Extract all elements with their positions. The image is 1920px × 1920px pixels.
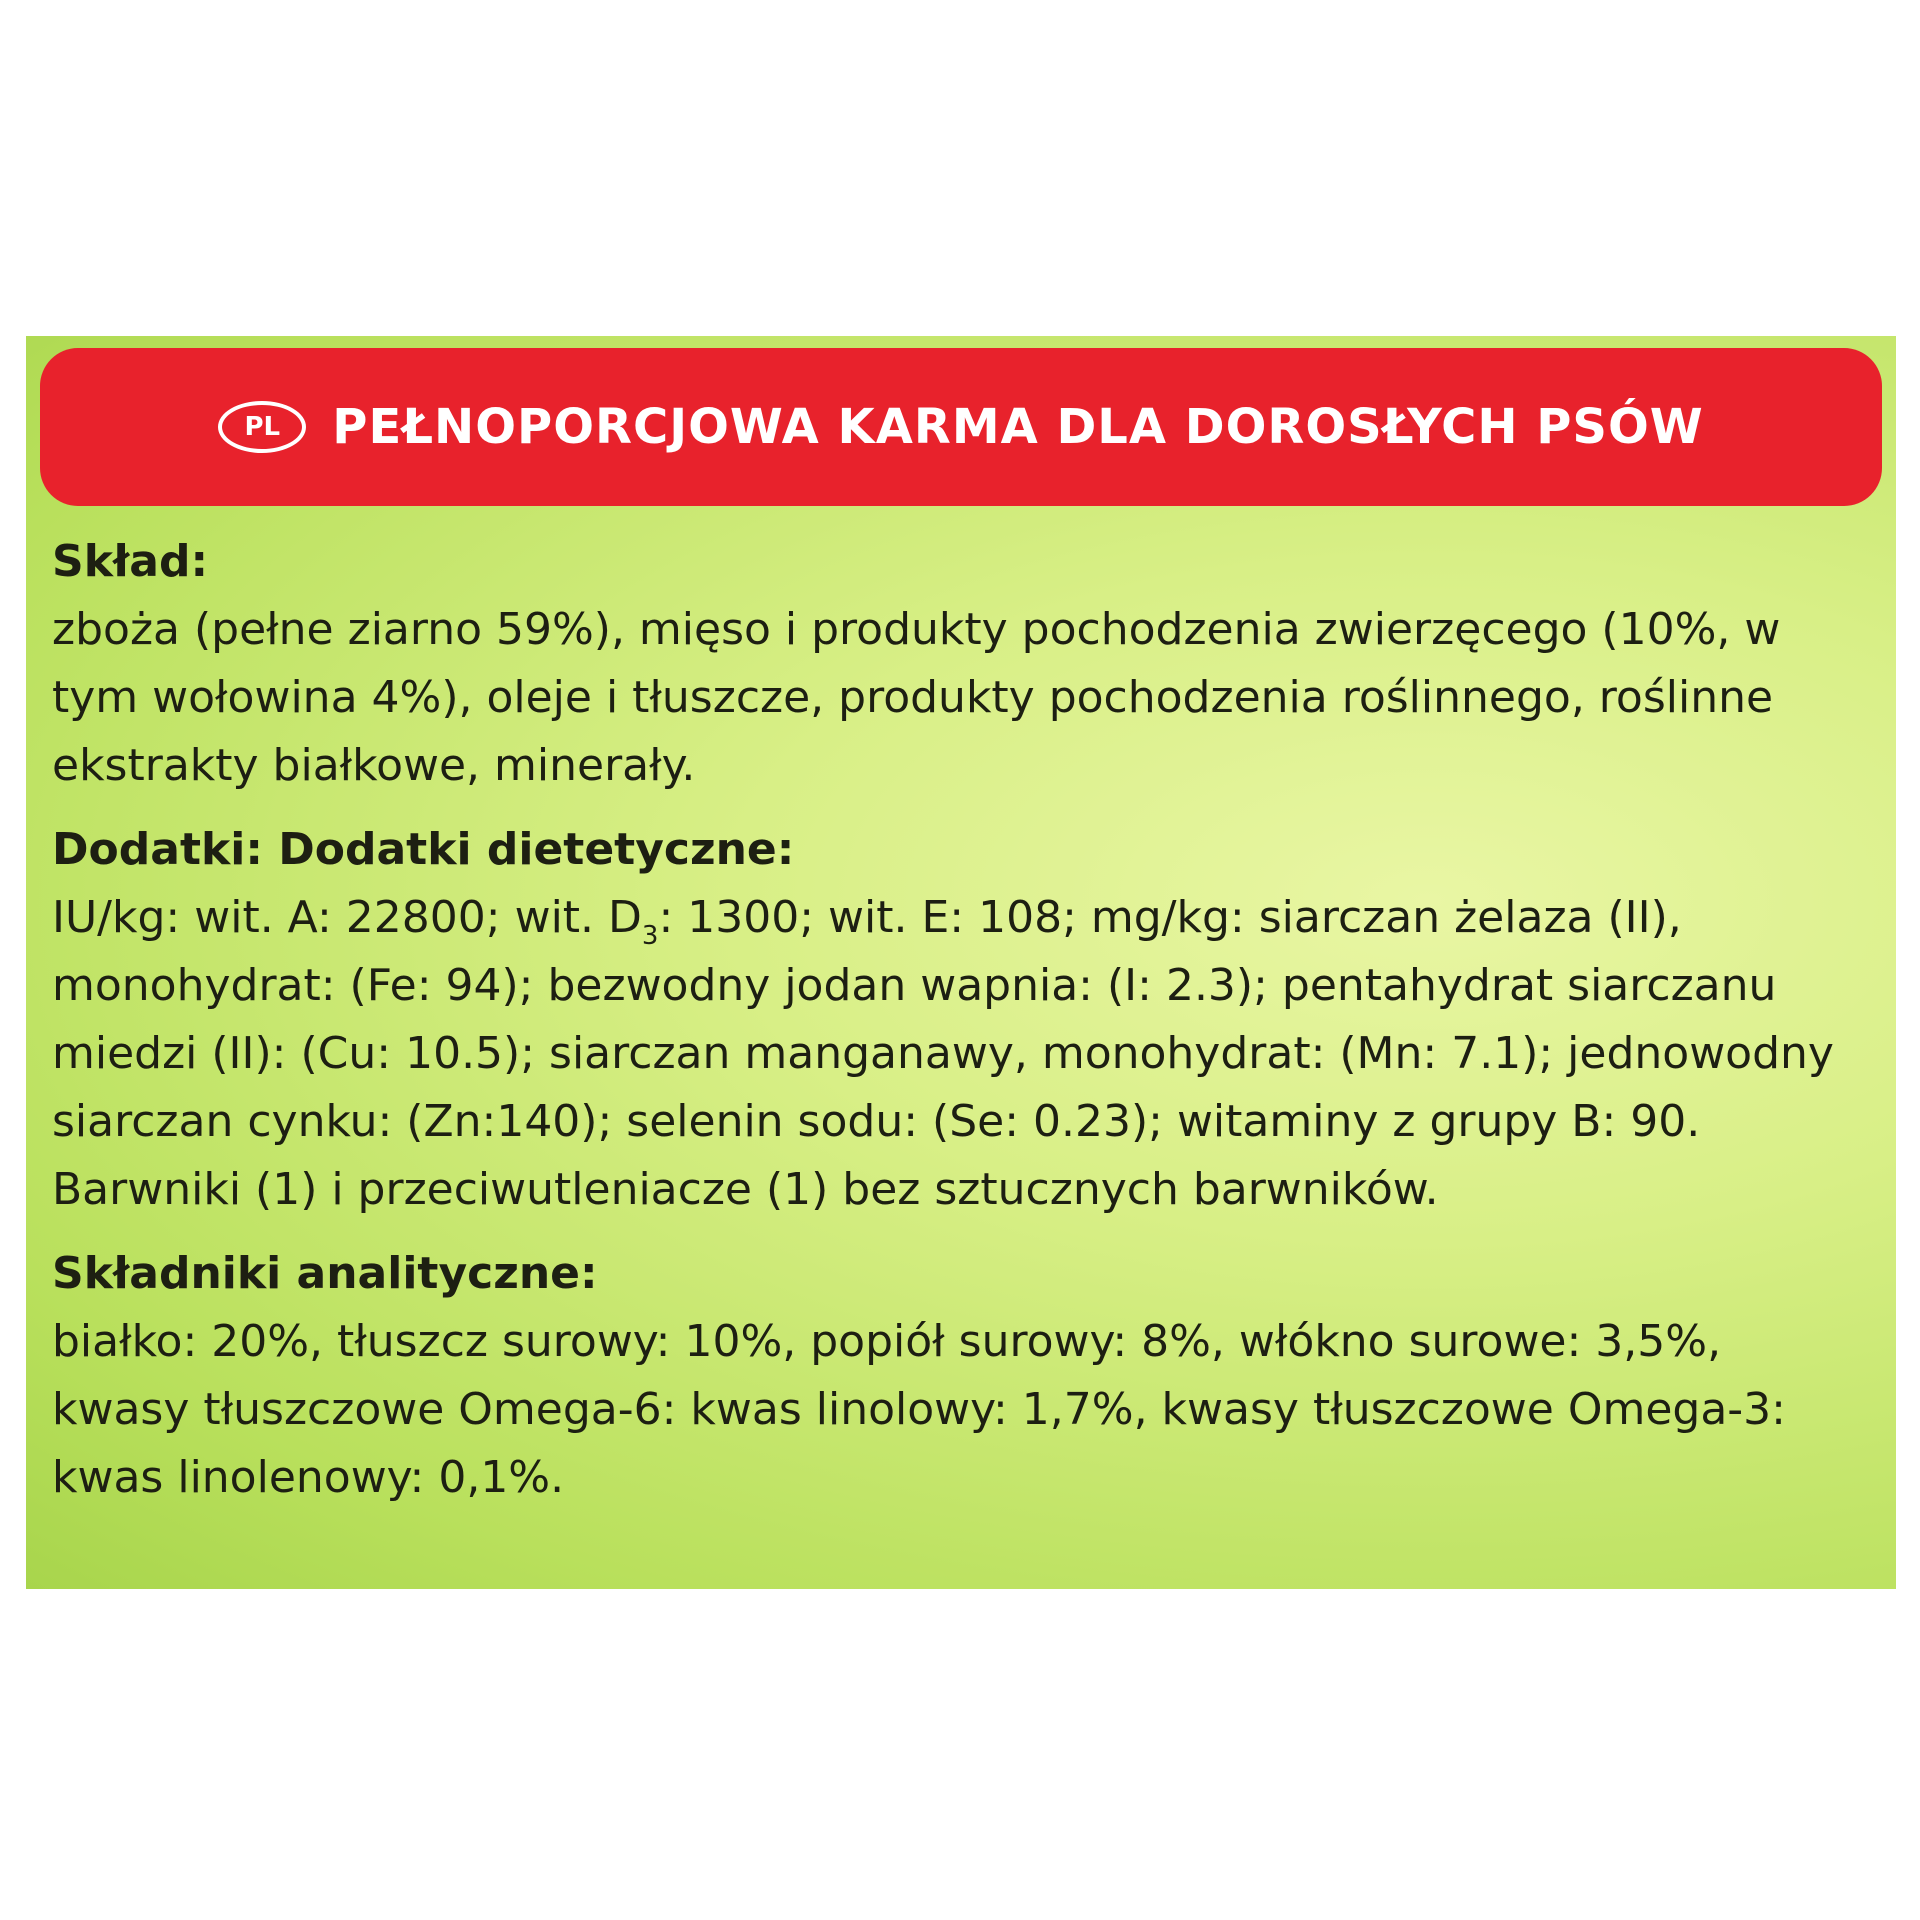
analytical-text: białko: 20%, tłuszcz surowy: 10%, popiół surowy: 8%, włókno surowe: 3,5%, kwasy tłuszczowe Omega-6: kwas linolowy: 1,7%, kwasy tłuszczowe Omega-3: kwas linolenowy: 0,1%.: [52, 1316, 1787, 1503]
section-additives: [52, 816, 1872, 1224]
label-content: [52, 528, 1872, 1528]
additives-heading: Dodatki: Dodatki dietetyczne:: [52, 824, 795, 875]
additives-subscript: 3: [641, 921, 659, 951]
additives-text-part2: : 1300; wit. E: 108; mg/kg: siarczan żelaza (II), monohydrat: (Fe: 94); bezwodny jodan wapnia: (I: 2.3); pentahydrat siarczanu miedzi (II): (Cu: 10.5); siarczan manganawy, monohydrat: (Mn: 7.1); jednowodny siarczan cynku: (Zn:140); selenin sodu: (Se: 0.23); witaminy z grupy B: 90. Barwniki (1) i przeciwutleniacze (1) bez sztucznych barwników.: [52, 892, 1834, 1215]
additives-text-part1: IU/kg: wit. A: 22800; wit. D: [52, 892, 642, 943]
label-banner: [40, 348, 1882, 506]
pl-language-badge: PL: [218, 401, 306, 453]
analytical-heading: Składniki analityczne:: [52, 1248, 598, 1299]
banner-title: PEŁNOPORCJOWA KARMA DLA DOROSŁYCH PSÓW: [332, 399, 1704, 455]
additives-text: [52, 884, 1872, 1224]
section-composition: [52, 528, 1872, 800]
composition-heading: Skład:: [52, 536, 209, 587]
composition-text: zboża (pełne ziarno 59%), mięso i produkty pochodzenia zwierzęcego (10%, w tym wołowina 4%), oleje i tłuszcze, produkty pochodzenia roślinnego, roślinne ekstrakty białkowe, minerały.: [52, 604, 1781, 791]
product-label: [26, 336, 1896, 1589]
section-analytical: [52, 1240, 1872, 1512]
